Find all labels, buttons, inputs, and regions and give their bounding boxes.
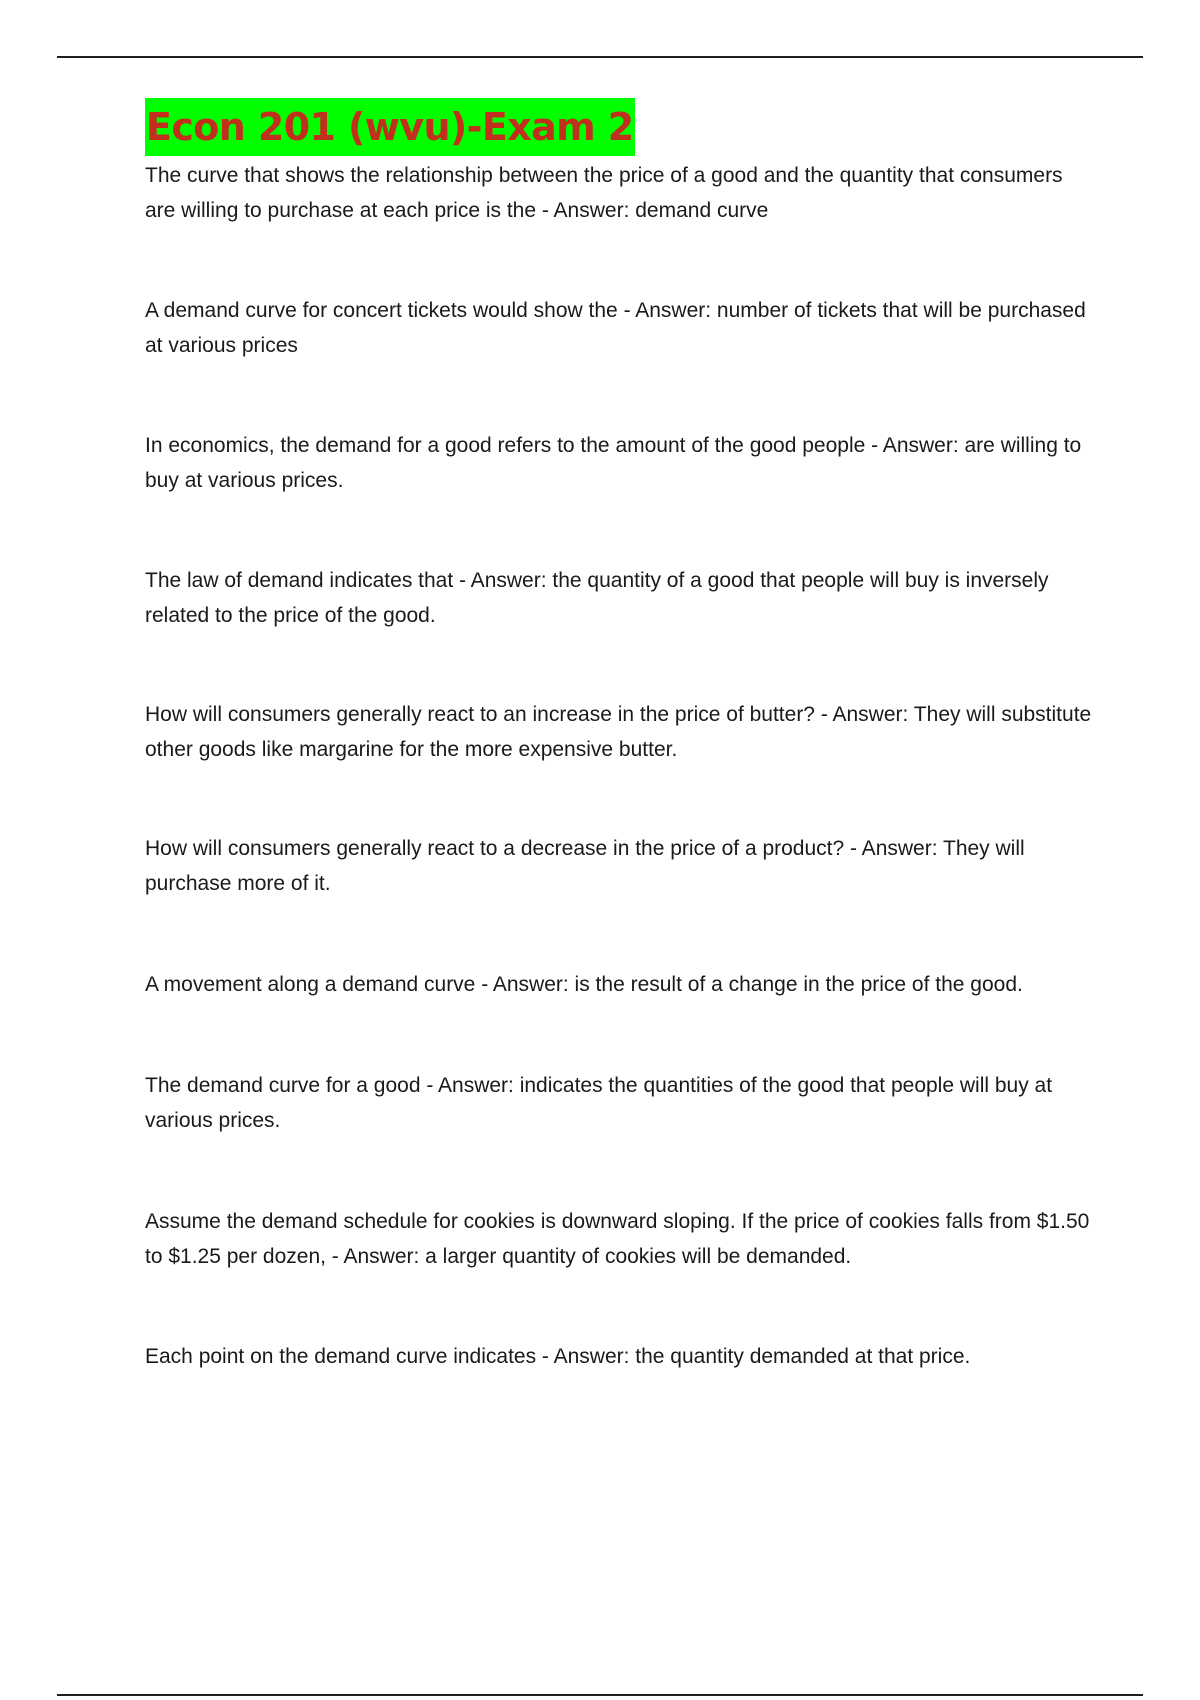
qa-item-5: How will consumers generally react to an increase in the price of butter? - Answer: They will substitute other goods like margarine for the more expensive butter. bbox=[145, 703, 1092, 761]
qa-item-3: In economics, the demand for a good refers to the amount of the good people - Answer: are willing to buy at various prices. bbox=[145, 434, 1082, 492]
bottom-rule bbox=[57, 1694, 1143, 1696]
qa-item-6: How will consumers generally react to a decrease in the price of a product? - Answer: They will purchase more of it. bbox=[145, 837, 1025, 895]
qa-item-4: The law of demand indicates that - Answer: the quantity of a good that people will buy is inversely related to the price of the good. bbox=[145, 569, 1049, 627]
qa-item-7: A movement along a demand curve - Answer: is the result of a change in the price of the good. bbox=[145, 973, 1023, 996]
top-rule bbox=[57, 56, 1143, 58]
qa-item-2: A demand curve for concert tickets would show the - Answer: number of tickets that will be purchased at various prices bbox=[145, 299, 1086, 357]
document-title: Econ 201 (wvu)-Exam 2 bbox=[145, 98, 635, 156]
qa-item-9: Assume the demand schedule for cookies is downward sloping. If the price of cookies falls from $1.50 to $1.25 per dozen, - Answer: a larger quantity of cookies will be demanded. bbox=[145, 1210, 1090, 1268]
qa-item-10: Each point on the demand curve indicates - Answer: the quantity demanded at that price. bbox=[145, 1345, 971, 1368]
qa-item-8: The demand curve for a good - Answer: indicates the quantities of the good that people will buy at various prices. bbox=[145, 1074, 1053, 1132]
qa-item-1: The curve that shows the relationship between the price of a good and the quantity that consumers are willing to purchase at each price is the - Answer: demand curve bbox=[145, 164, 1063, 222]
